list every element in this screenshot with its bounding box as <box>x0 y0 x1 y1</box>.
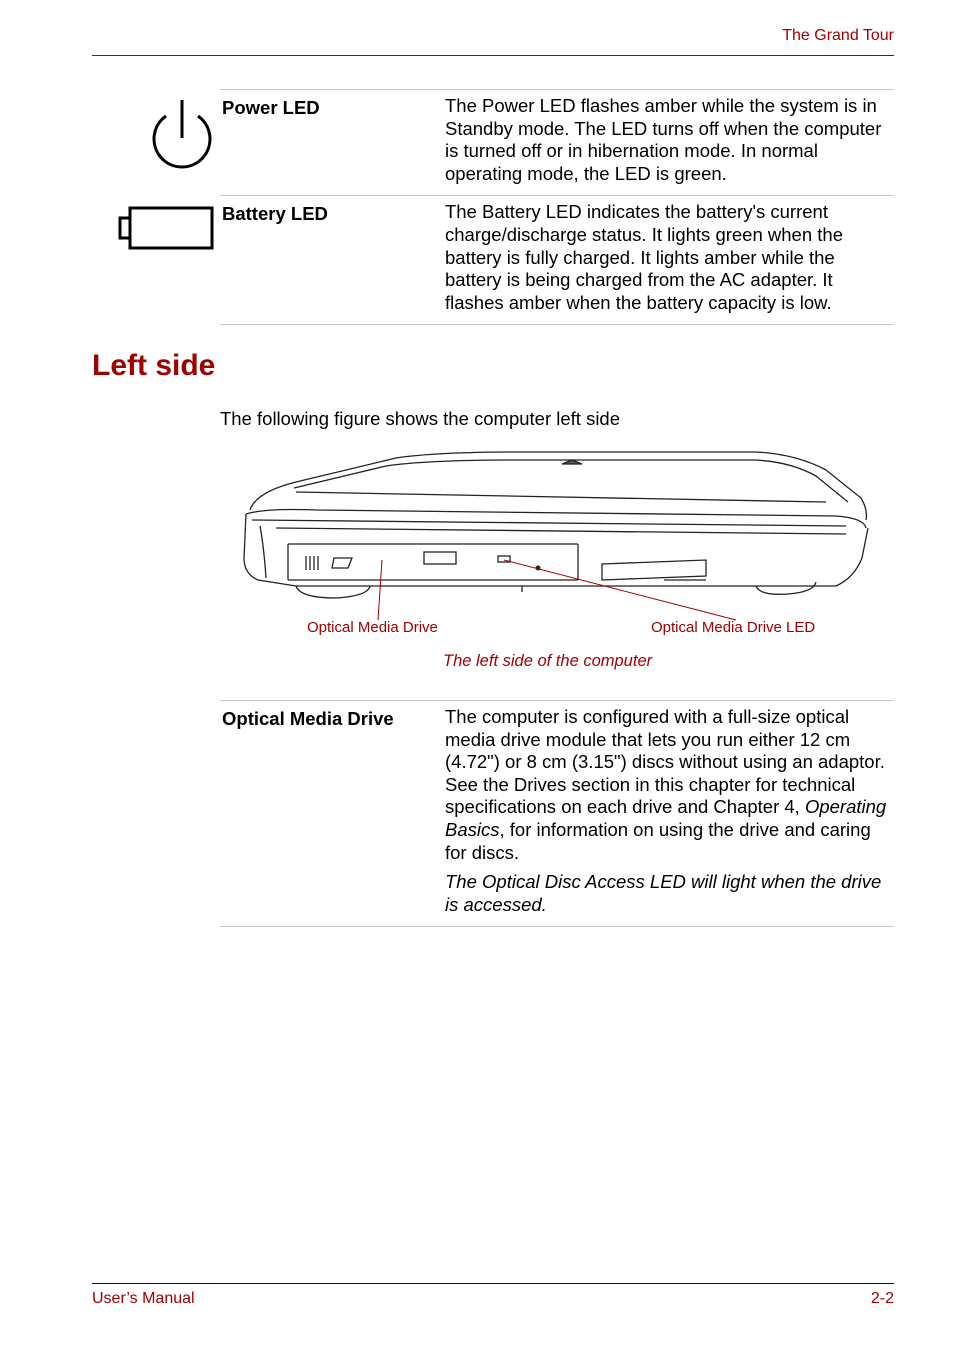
page-number: 2-2 <box>870 1290 894 1307</box>
power-icon <box>146 96 218 176</box>
drive-table <box>220 700 894 927</box>
optical-media-drive-description: The computer is configured with a full-size optical media drive module that lets you run either 12 cm (4.72") or 8 cm (3.15") discs without using an adaptor. See the Drives section in this chapter for technical specifications on each drive and Chapter 4, Operating Basics, for information on using the drive and caring for discs. The Optical Disc Access LED will light when the drive is accessed. <box>445 706 887 915</box>
optical-media-drive-note: The Optical Disc Access LED will light when the drive is accessed. <box>445 871 882 915</box>
callout-optical-media-drive-led: Optical Media Drive LED <box>651 619 816 636</box>
optical-media-drive-term: Optical Media Drive <box>222 708 394 729</box>
header-rule <box>92 55 894 56</box>
figure-caption: The left side of the computer <box>443 652 653 670</box>
power-led-description: The Power LED flashes amber while the system is in Standby mode. The LED turns off when the computer is turned off or in hibernation mode. In normal operating mode, the LED is green. <box>445 95 882 184</box>
callout-optical-media-drive: Optical Media Drive <box>307 619 438 636</box>
running-header-title: The Grand Tour <box>782 27 894 44</box>
table-row <box>220 89 894 195</box>
section-intro: The following figure shows the computer left side <box>220 408 621 429</box>
battery-led-description: The Battery LED indicates the battery's current charge/discharge status. It lights green when the battery is fully charged. It lights amber while the battery is being charged from the AC adapter. It flashes amber when the battery capacity is low. <box>445 201 843 313</box>
led-table <box>220 89 894 325</box>
table-row <box>220 195 894 325</box>
footer-manual-title: User’s Manual <box>92 1290 195 1307</box>
laptop-left-side-illustration <box>236 448 876 648</box>
section-title: Left side <box>92 349 216 382</box>
table-row <box>220 700 894 927</box>
battery-icon <box>116 204 218 252</box>
power-led-term: Power LED <box>222 97 320 118</box>
battery-led-term: Battery LED <box>222 203 328 225</box>
footer-rule <box>92 1283 894 1284</box>
